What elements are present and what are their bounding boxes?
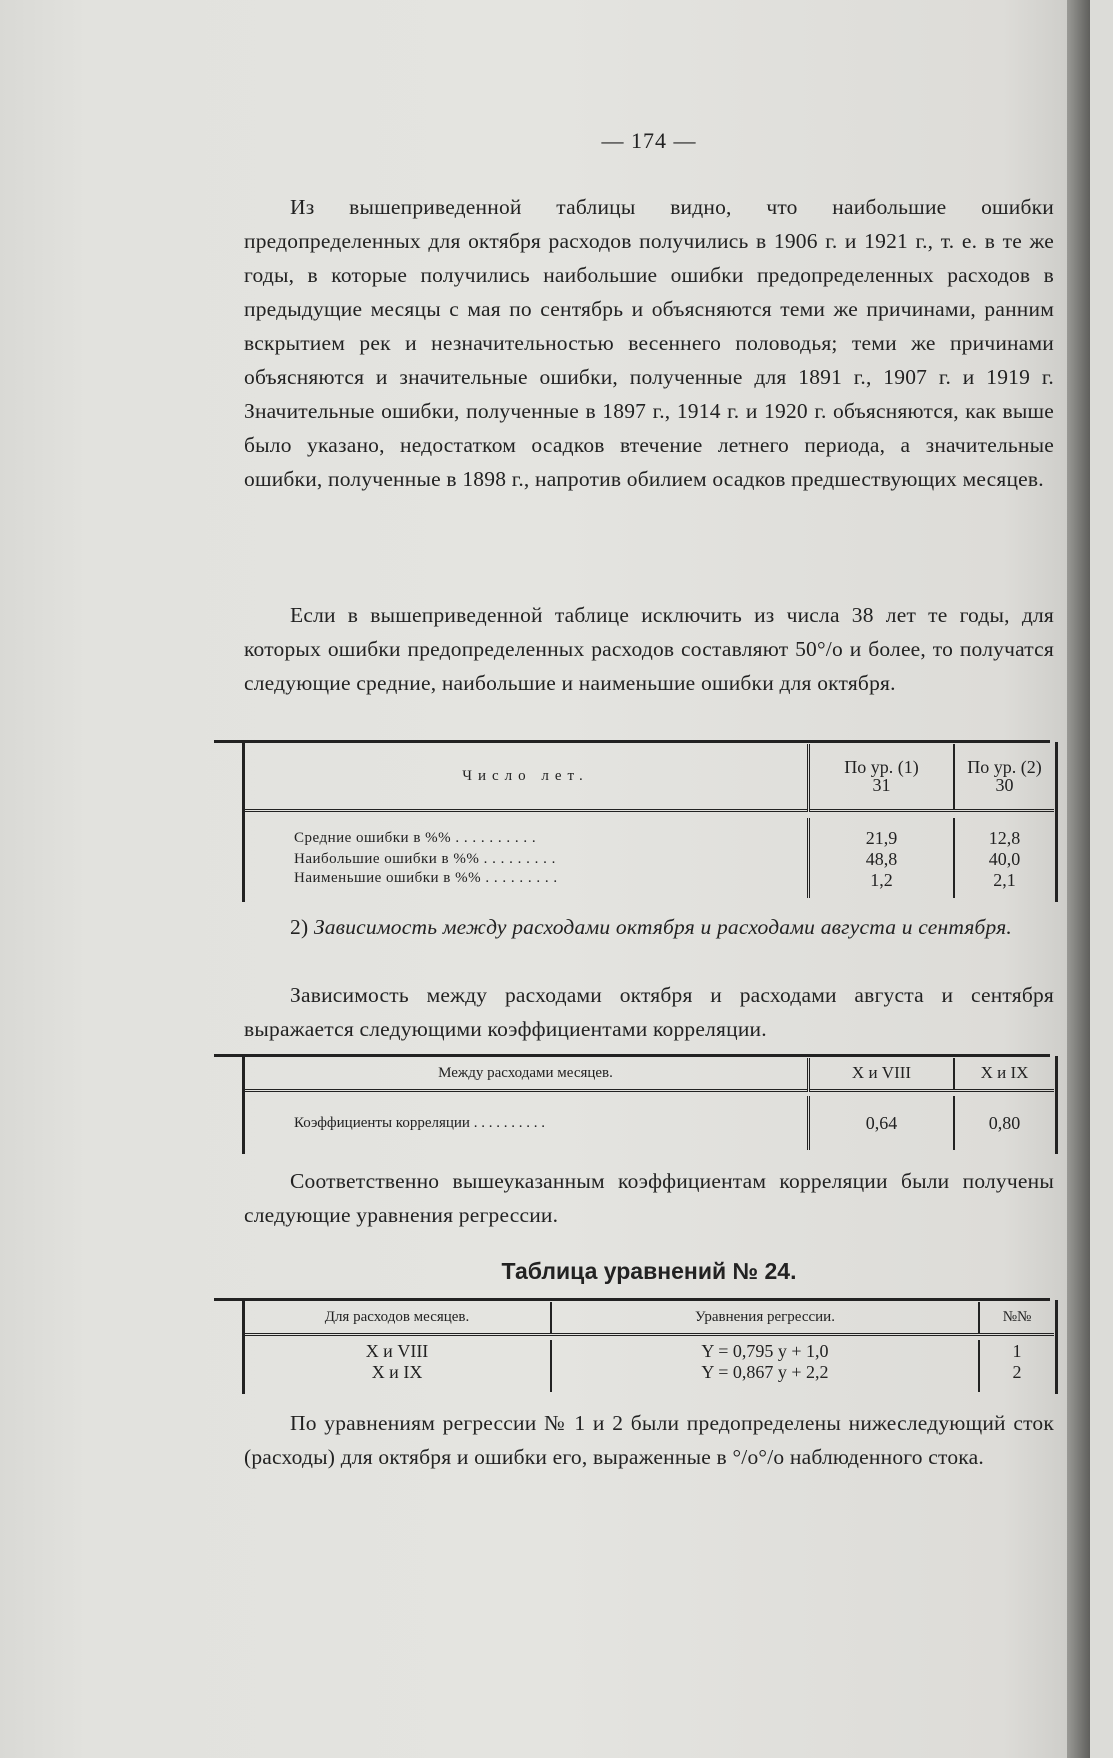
page-edge-shadow (1067, 0, 1090, 1758)
table2-header-row (244, 1058, 1054, 1090)
table-row: X и VIII Y = 0,795 y + 1,0 1 (244, 1340, 1054, 1362)
table2-header-label: Между расходами месяцев. (244, 1058, 809, 1090)
paragraph-6 (244, 1406, 1054, 1474)
table1-header-label: Число лет. (244, 744, 809, 810)
table3-col2-header: Уравнения регрессии. (551, 1302, 979, 1334)
table-row: Средние ошибки в %% . . . . . . . . . . 21,9 12,8 (244, 818, 1054, 849)
paragraph-4-text: Зависимость между расходами октября и расходами августа и сентября выражается следующими коэффициентами корреляции. (244, 983, 1054, 1041)
paragraph-6-text: По уравнениям регрессии № 1 и 2 были предопределены нижеследующий сток (расходы) для октября и ошибки его, выраженные в °/о°/о наблюденного стока. (244, 1411, 1054, 1469)
paragraph-5 (244, 1164, 1054, 1232)
page-number: — 174 — (601, 128, 697, 153)
paragraph-4 (244, 978, 1054, 1046)
table1-col2-title: По ур. (2) (967, 757, 1042, 778)
table3-col1-header: Для расходов месяцев. (244, 1302, 551, 1334)
table2-row-label: Коэффициенты корреляции . . . . . . . . . . (244, 1096, 809, 1150)
table2-col1-header: X и VIII (809, 1058, 955, 1090)
paragraph-3 (244, 910, 1054, 944)
table1-col2-header (954, 744, 1054, 810)
table-row: Наименьшие ошибки в %% . . . . . . . . . 1,2 2,1 (244, 870, 1054, 898)
table2-col2-header: X и IX (980, 1063, 1029, 1083)
paragraph-2 (244, 598, 1054, 700)
table1-col2-count: 30 (995, 775, 1014, 796)
paragraph-3-title: Зависимость между расходами октября и расходами августа и сентября. (313, 915, 1012, 939)
table1-header-row (244, 744, 1054, 810)
paragraph-1 (244, 190, 1054, 496)
table1-col1-count: 31 (872, 775, 891, 796)
paragraph-2-text: Если в вышеприведенной таблице исключить из числа 38 лет те годы, для которых ошибки предопределенных расходов составляют 50°/о и более, то получатся следующие средние, наибольшие и наименьшие ошибки для октября. (244, 603, 1054, 695)
table-row: Наибольшие ошибки в %% . . . . . . . . . 48,8 40,0 (244, 849, 1054, 870)
table3-col3-header: №№ (1002, 1308, 1032, 1325)
table-row: X и IX Y = 0,867 y + 2,2 2 (244, 1362, 1054, 1392)
paragraph-5-text: Соответственно вышеуказанным коэффициентам корреляции были получены следующие уравнения регрессии. (244, 1169, 1054, 1227)
table2 (244, 1058, 1054, 1150)
table3 (244, 1302, 1054, 1392)
paragraph-1-text: Из вышеприведенной таблицы видно, что наибольшие ошибки предопределенных для октября расходов получились в 1906 г. и 1921 г., т. е. в те же годы, в которые получились наибольшие ошибки предопределенных расходов в предыдущие месяцы с мая по сентябрь и объясняются теми же причинами, ранним вскрытием рек и незначительностью весеннего половодья; теми же причинами объясняются и значительные ошибки, полученные для 1891 г., 1907 г. и 1919 г. Значительные ошибки, полученные в 1897 г., 1914 г. и 1920 г. объясняются, как выше было указано, недостатком осадков втечение летнего периода, а значительные ошибки, полученные в 1898 г., напротив обилием осадков предшествующих месяцев. (244, 195, 1054, 491)
paragraph-3-number: 2) (290, 915, 309, 939)
table3-title: Таблица уравнений № 24. (501, 1258, 797, 1284)
table2-value-2: 0,80 (988, 1112, 1021, 1133)
table3-header-row (244, 1302, 1054, 1334)
table1-col1-title: По ур. (1) (844, 757, 919, 778)
table1-col1-header (809, 744, 955, 810)
table1 (244, 744, 1054, 898)
table2-value-1: 0,64 (809, 1096, 955, 1150)
table-row (244, 1096, 1054, 1150)
